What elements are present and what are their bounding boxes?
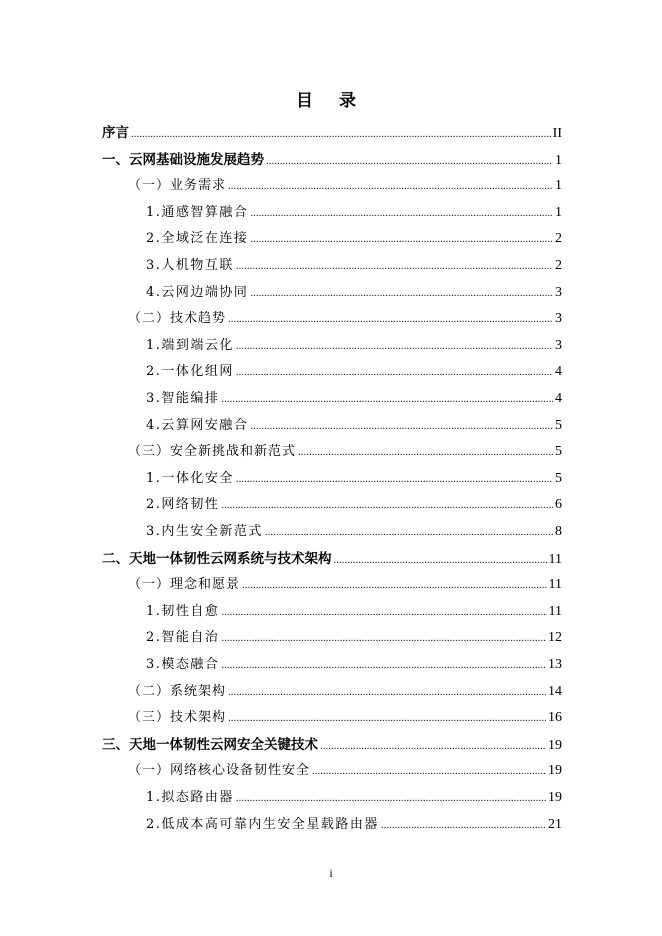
toc-entry-label: 4.云网边端协同 — [146, 285, 249, 300]
toc-entry-page: 3 — [555, 311, 562, 326]
toc-entry-label: 2.一体化组网 — [146, 364, 234, 379]
toc-entry[interactable] — [146, 626, 562, 646]
toc-entry-page: 5 — [555, 444, 562, 459]
toc-entry[interactable] — [146, 281, 562, 301]
toc-entry[interactable] — [146, 520, 562, 540]
toc-entry-label: （三）安全新挑战和新范式 — [128, 444, 297, 459]
toc-leader-dots — [320, 740, 546, 752]
toc-entry-label: 2.网络韧性 — [146, 497, 220, 512]
toc-entry-label: （一）网络核心设备韧性安全 — [128, 763, 311, 778]
toc-entry-label: 序言 — [102, 125, 129, 141]
toc-entry-page: 1 — [555, 153, 562, 168]
toc-leader-dots — [236, 340, 553, 352]
toc-entry[interactable] — [146, 813, 562, 833]
toc-leader-dots — [236, 473, 553, 485]
toc-entry-page: 4 — [555, 391, 562, 406]
toc-entry[interactable] — [146, 254, 562, 274]
toc-entry[interactable] — [146, 467, 562, 487]
toc-entry-label: 3.内生安全新范式 — [146, 524, 263, 539]
toc-entry[interactable] — [146, 334, 562, 354]
toc-entry[interactable] — [128, 440, 562, 460]
toc-entry-label: 2.低成本高可靠内生安全星载路由器 — [146, 817, 379, 832]
toc-entry-label: 二、天地一体韧性云网系统与技术架构 — [102, 551, 332, 567]
toc-leader-dots — [266, 155, 553, 167]
toc-entry-page: 13 — [548, 657, 562, 672]
toc-leader-dots — [381, 819, 546, 831]
toc-entry[interactable] — [128, 307, 562, 327]
toc-entry[interactable] — [146, 600, 562, 620]
toc-entry-page: 21 — [548, 817, 562, 832]
toc-entry-label: 三、天地一体韧性云网安全关键技术 — [102, 737, 318, 753]
toc-leader-dots — [298, 446, 553, 458]
toc-leader-dots — [221, 499, 553, 511]
toc-entry-page: 11 — [548, 552, 562, 567]
toc-entry[interactable] — [102, 121, 562, 141]
toc-entry[interactable] — [146, 414, 562, 434]
toc-entry-page: 19 — [548, 790, 562, 805]
toc-leader-dots — [221, 659, 546, 671]
toc-entry-label: 1.拟态路由器 — [146, 790, 234, 805]
toc-entry[interactable] — [102, 547, 562, 567]
toc-leader-dots — [228, 686, 546, 698]
toc-entry-page: 1 — [555, 178, 562, 193]
toc-leader-dots — [250, 420, 553, 432]
toc-entry-page: 14 — [548, 684, 562, 699]
toc-entry-page: 8 — [555, 524, 562, 539]
toc-entry-label: （二）系统架构 — [128, 684, 227, 699]
toc-leader-dots — [242, 579, 547, 591]
toc-entry-page: 5 — [555, 418, 562, 433]
toc-entry[interactable] — [128, 706, 562, 726]
toc-entry[interactable] — [146, 786, 562, 806]
toc-entry-label: 1.一体化安全 — [146, 471, 234, 486]
toc-entry-page: 2 — [555, 231, 562, 246]
toc-leader-dots — [236, 260, 553, 272]
toc-leader-dots — [131, 128, 551, 140]
toc-leader-dots — [221, 393, 553, 405]
toc-entry[interactable] — [102, 733, 562, 753]
toc-entry-page: 11 — [548, 577, 562, 592]
toc-entry-page: II — [552, 126, 562, 141]
toc-entry-page: 19 — [548, 763, 562, 778]
toc-entry-page: 3 — [555, 338, 562, 353]
toc-entry[interactable] — [146, 387, 562, 407]
toc-entry-label: （一）理念和愿景 — [128, 577, 241, 592]
toc-leader-dots — [221, 632, 546, 644]
toc-entry[interactable] — [128, 680, 562, 700]
toc-entry-label: 1.韧性自愈 — [146, 604, 220, 619]
toc-entry[interactable] — [146, 360, 562, 380]
toc-entry[interactable] — [128, 573, 562, 593]
toc-leader-dots — [334, 554, 547, 566]
page-number: i — [329, 866, 333, 880]
toc-entry-label: 1.端到端云化 — [146, 338, 234, 353]
toc-leader-dots — [265, 526, 553, 538]
toc-entry-page: 1 — [555, 205, 562, 220]
toc-entry-page: 12 — [548, 630, 562, 645]
toc-entry[interactable] — [102, 148, 562, 168]
toc-entry-label: 2.智能自治 — [146, 630, 220, 645]
toc-entry-page: 16 — [548, 710, 562, 725]
page-title: 目 录 — [296, 91, 366, 111]
toc-leader-dots — [228, 313, 553, 325]
toc-leader-dots — [250, 233, 553, 245]
toc-entry-label: （二）技术趋势 — [128, 311, 227, 326]
toc-entry-label: 4.云算网安融合 — [146, 418, 249, 433]
toc-entry-page: 5 — [555, 471, 562, 486]
toc-leader-dots — [250, 207, 553, 219]
toc-entry-label: （一）业务需求 — [128, 178, 227, 193]
toc-leader-dots — [221, 606, 546, 618]
toc-entry-label: （三）技术架构 — [128, 710, 227, 725]
toc-entry[interactable] — [146, 227, 562, 247]
toc-entry[interactable] — [146, 201, 562, 221]
toc-entry-label: 3.智能编排 — [146, 391, 220, 406]
toc-entry-page: 2 — [555, 258, 562, 273]
toc-leader-dots — [228, 712, 546, 724]
toc-entry-label: 2.全域泛在连接 — [146, 231, 249, 246]
toc-leader-dots — [228, 180, 553, 192]
toc-entry-page: 11 — [548, 604, 562, 619]
toc-entry[interactable] — [146, 493, 562, 513]
toc-entry-label: 3.人机物互联 — [146, 258, 234, 273]
toc-entry[interactable] — [128, 174, 562, 194]
toc-entry[interactable] — [128, 759, 562, 779]
toc-entry-label: 一、云网基础设施发展趋势 — [102, 152, 264, 168]
toc-entry-page: 6 — [555, 497, 562, 512]
toc-leader-dots — [236, 792, 546, 804]
toc-entry[interactable] — [146, 653, 562, 673]
toc-leader-dots — [312, 765, 546, 777]
toc-entry-label: 1.通感智算融合 — [146, 205, 249, 220]
toc-entry-page: 3 — [555, 285, 562, 300]
toc-entry-page: 4 — [555, 364, 562, 379]
toc-entry-label: 3.模态融合 — [146, 657, 220, 672]
toc-leader-dots — [236, 366, 553, 378]
toc-leader-dots — [250, 287, 553, 299]
toc-entry-page: 19 — [548, 738, 562, 753]
